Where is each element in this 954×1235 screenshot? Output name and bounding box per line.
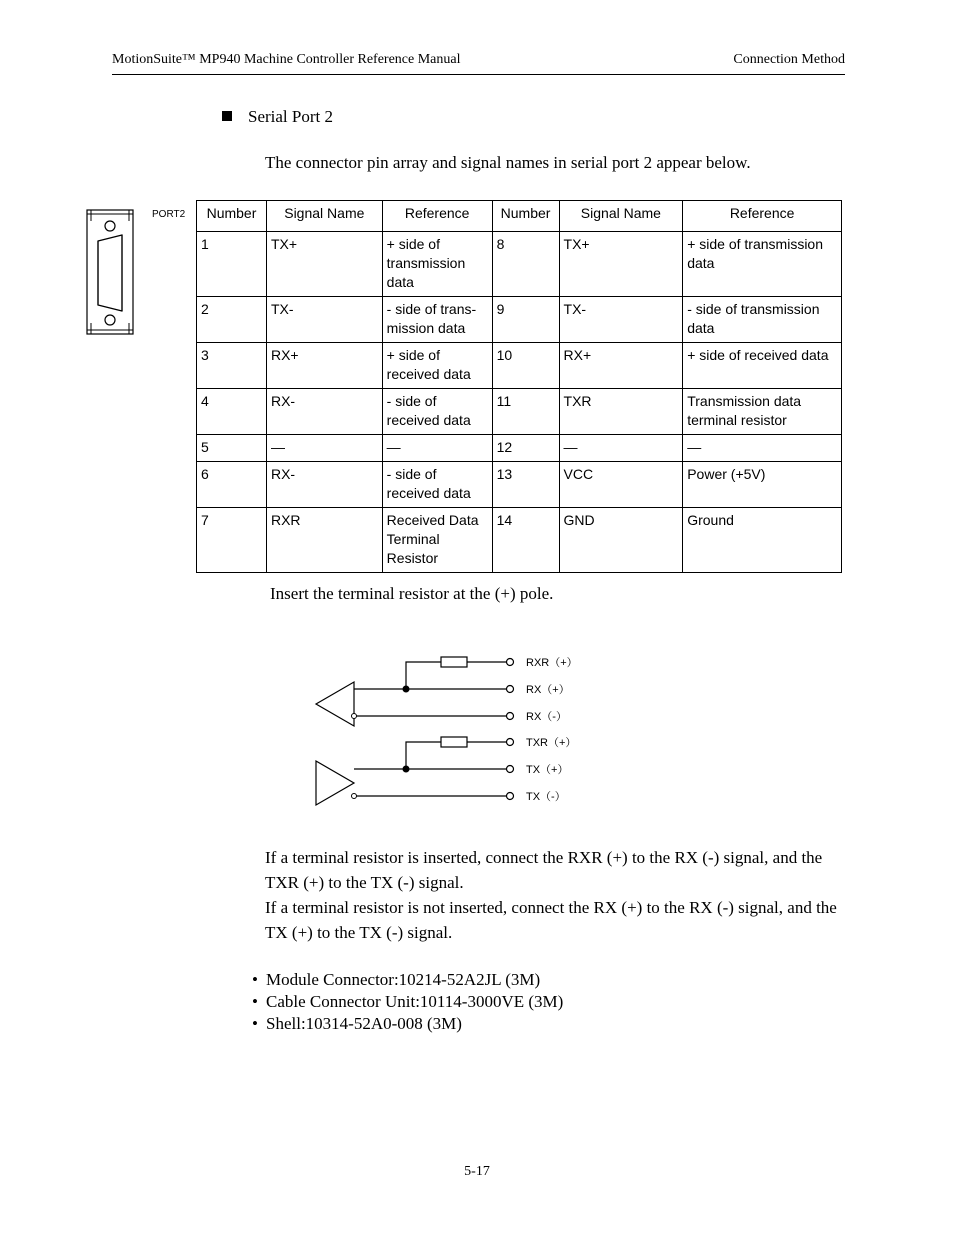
section-title: Serial Port 2 [248,107,333,126]
table-cell: RXR [266,508,382,573]
table-row [197,389,842,435]
table-cell: RX+ [559,343,683,389]
port-label: PORT2 [152,209,186,220]
table-row [197,297,842,343]
table-header-row [197,201,842,232]
table-cell: Power (+5V) [683,462,842,508]
table-cell: 14 [492,508,559,573]
table-cell: - side of received data [382,389,492,435]
table-cell: TXR [559,389,683,435]
column-header: Number [197,201,267,232]
table-cell: 3 [197,343,267,389]
circuit-label: TX（-） [526,791,566,803]
table-cell: RX- [266,389,382,435]
table-cell: TX- [559,297,683,343]
table-cell: + side of transmission data [382,232,492,297]
column-header: Signal Name [266,201,382,232]
table-cell: + side of transmission data [683,232,842,297]
table-cell: Ground [683,508,842,573]
column-header: Signal Name [559,201,683,232]
column-header: Number [492,201,559,232]
table-cell: - side of trans-mission data [382,297,492,343]
instruction-without-resistor: If a terminal resistor is not inserted, connect the RX (+) to the RX (-) signal, and the TX (+) to the TX (-) signal. [265,898,837,942]
table-row [197,232,842,297]
column-header: Reference [683,201,842,232]
table-cell: RX- [266,462,382,508]
table-row [197,343,842,389]
table-cell: + side of received data [382,343,492,389]
pin-table [196,200,842,573]
list-item: • Cable Connector Unit:10114-3000VE (3M) [252,991,563,1013]
table-cell: — [382,435,492,462]
column-header: Reference [382,201,492,232]
table-cell: 9 [492,297,559,343]
section-heading [222,107,333,127]
table-cell: — [683,435,842,462]
table-row [197,435,842,462]
manual-title: MotionSuite™ MP940 Machine Controller Reference Manual [112,52,461,67]
circuit-label: RXR（+） [526,657,578,669]
circuit-label: RX（+） [526,684,570,696]
table-cell: - side of received data [382,462,492,508]
table-cell: 8 [492,232,559,297]
circuit-label: TXR（+） [526,737,577,749]
table-cell: 10 [492,343,559,389]
table-cell: TX+ [559,232,683,297]
list-item: • Shell:10314-52A0-008 (3M) [252,1013,563,1035]
table-cell: VCC [559,462,683,508]
table-cell: — [559,435,683,462]
table-cell: 7 [197,508,267,573]
table-cell: - side of transmission data [683,297,842,343]
square-bullet-icon [222,111,232,121]
table-cell: 1 [197,232,267,297]
page-number: 5-17 [464,1164,490,1179]
connector-icon [86,209,134,337]
table-cell: RX+ [266,343,382,389]
terminal-circuit-diagram [300,645,600,810]
table-cell: 2 [197,297,267,343]
list-item: • Module Connector:10214-52A2JL (3M) [252,969,563,991]
table-cell: + side of received data [683,343,842,389]
chapter-title: Connection Method [733,52,845,67]
table-cell: Transmission data terminal resistor [683,389,842,435]
table-cell: — [266,435,382,462]
instruction-with-resistor: If a terminal resistor is inserted, connect the RXR (+) to the RX (-) signal, and the TXR (+) to the TX (-) signal. [265,848,823,892]
circuit-label: TX（+） [526,764,569,776]
table-cell: 11 [492,389,559,435]
connector-part-list [252,969,563,1035]
table-cell: TX- [266,297,382,343]
table-cell: Received Data Terminal Resistor [382,508,492,573]
table-cell: 12 [492,435,559,462]
table-cell: 13 [492,462,559,508]
table-cell: 5 [197,435,267,462]
table-row [197,508,842,573]
table-cell: GND [559,508,683,573]
table-row [197,462,842,508]
terminal-resistor-note: Insert the terminal resistor at the (+) pole. [270,584,554,603]
intro-text: The connector pin array and signal names in serial port 2 appear below. [265,153,751,172]
circuit-label: RX（-） [526,711,567,723]
table-cell: TX+ [266,232,382,297]
connection-instructions [265,845,855,945]
page-header [112,52,845,75]
table-cell: 4 [197,389,267,435]
table-cell: 6 [197,462,267,508]
